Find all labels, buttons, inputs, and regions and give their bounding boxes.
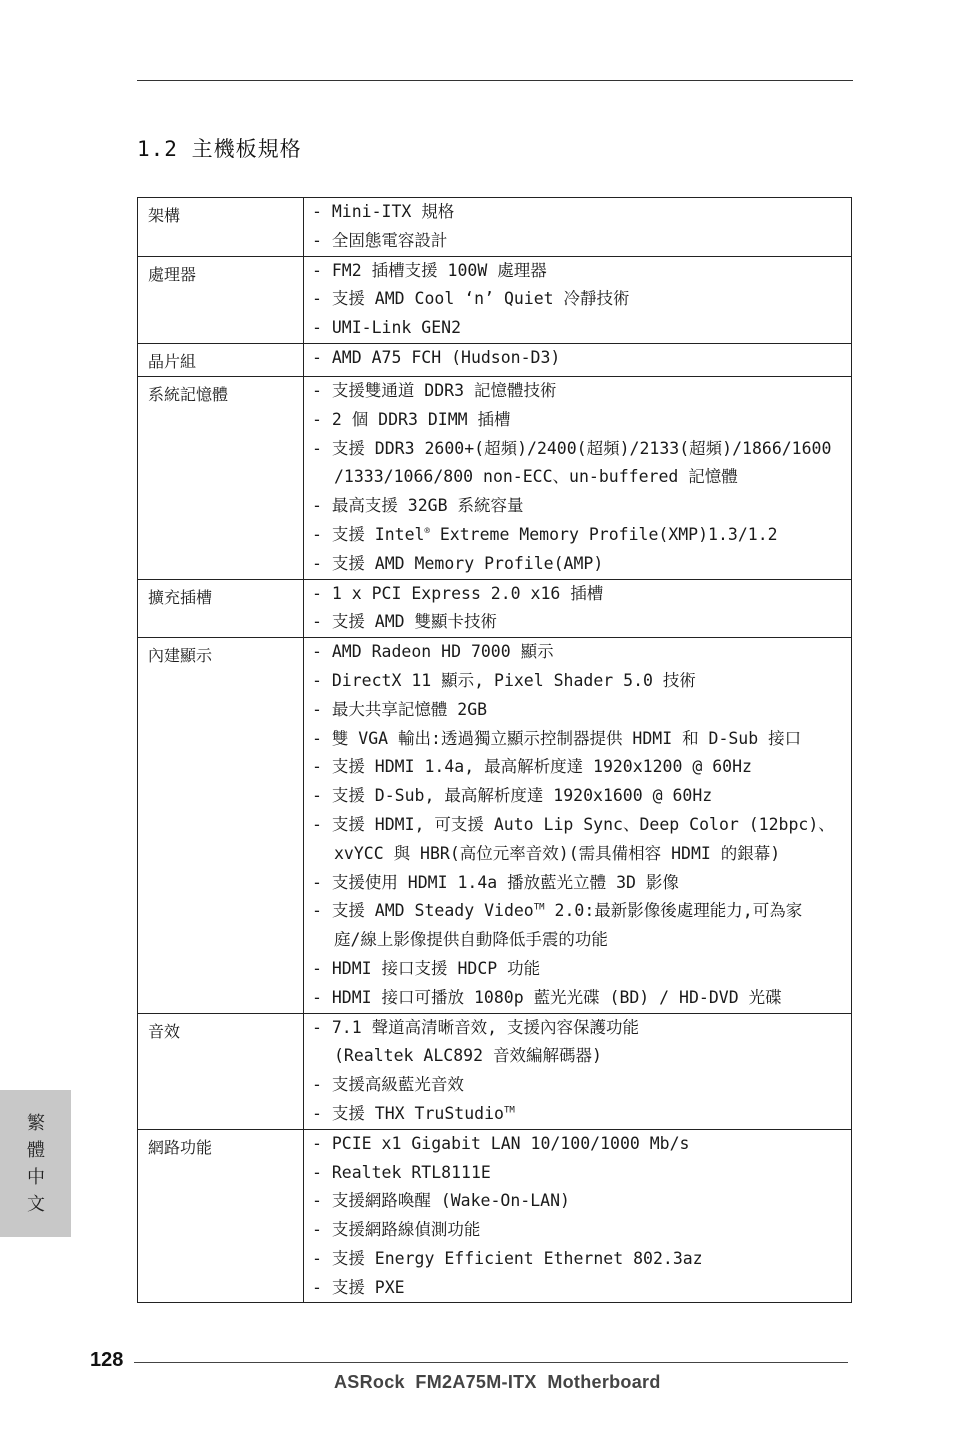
spec-value-text: - 支援 AMD 雙顯卡技術 — [312, 612, 498, 632]
spec-value-line — [312, 869, 851, 898]
spec-value-line — [312, 257, 851, 286]
spec-value-line — [312, 198, 851, 227]
spec-label: 網路功能 — [138, 1129, 304, 1303]
spec-table-body — [138, 198, 852, 1303]
spec-value-text: - 1 x PCI Express 2.0 x16 插槽 — [312, 583, 604, 603]
spec-row — [138, 638, 852, 1013]
language-side-tab-label: 繁體中文 — [27, 1113, 45, 1215]
spec-value-line — [312, 492, 851, 521]
spec-row — [138, 256, 852, 343]
spec-label: 擴充插槽 — [138, 579, 304, 638]
spec-value-line — [312, 1014, 851, 1043]
spec-value-line — [312, 725, 851, 754]
spec-value-text: - Mini-ITX 規格 — [312, 202, 455, 221]
spec-value — [304, 1013, 852, 1129]
spec-value-text: - 支援使用 HDMI 1.4a 播放藍光立體 3D 影像 — [312, 872, 679, 892]
spec-value-line — [312, 608, 851, 637]
spec-row — [138, 343, 852, 376]
spec-value-line — [312, 377, 851, 406]
footer-product-name: ASRock FM2A75M-ITX Motherboard — [334, 1372, 661, 1392]
spec-value-line — [312, 667, 851, 696]
spec-value-line — [312, 1130, 851, 1159]
spec-value-line — [312, 580, 851, 609]
bottom-rule — [134, 1362, 848, 1363]
spec-value-text: - 支援 HDMI 1.4a, 最高解析度達 1920x1200 @ 60Hz — [312, 757, 752, 777]
spec-value-line — [312, 897, 851, 926]
section-title: 1.2 主機板規格 — [137, 137, 302, 161]
spec-value-line — [312, 926, 851, 955]
trademark-mark: ® — [424, 526, 430, 537]
spec-value-text: xvYCC 與 HBR(高位元率音效)(需具備相容 HDMI 的銀幕) — [334, 843, 781, 863]
spec-value-text: - 雙 VGA 輸出:透過獨立顯示控制器提供 HDMI 和 D-Sub 接口 — [312, 728, 802, 748]
spec-value-line — [312, 1071, 851, 1100]
spec-value-text: - 支援 AMD Cool ‘n’ Quiet 冷靜技術 — [312, 289, 630, 309]
spec-value-text: - UMI-Link GEN2 — [312, 318, 462, 338]
spec-value-text: - 支援 DDR3 2600+(超頻)/2400(超頻)/2133(超頻)/1866/1600 — [312, 438, 832, 458]
spec-value-line — [312, 955, 851, 984]
spec-value-text: - 支援雙通道 DDR3 記憶體技術 — [312, 380, 557, 400]
spec-value-line — [312, 344, 851, 373]
spec-row — [138, 579, 852, 638]
spec-value-text: - 支援 PXE — [312, 1277, 405, 1297]
spec-label: 晶片組 — [138, 343, 304, 376]
spec-value-line — [312, 463, 851, 492]
spec-value-line — [312, 1100, 851, 1129]
spec-value-line — [312, 1216, 851, 1245]
spec-value-line — [312, 521, 851, 550]
page-number: 128 — [90, 1349, 124, 1371]
spec-value-line — [312, 1042, 851, 1071]
spec-table — [137, 197, 852, 1303]
spec-row — [138, 376, 852, 579]
spec-value-line — [312, 314, 851, 343]
spec-value-text: (Realtek ALC892 音效編解碼器) — [334, 1046, 602, 1066]
spec-value-text: - HDMI 接口可播放 1080p 藍光光碟 (BD) / HD-DVD 光碟 — [312, 987, 782, 1007]
spec-value-text: - FM2 插槽支援 100W 處理器 — [312, 260, 547, 280]
spec-value-line — [312, 811, 851, 840]
spec-value-text: 庭/線上影像提供自動降低手震的功能 — [334, 930, 608, 950]
spec-value-line — [312, 984, 851, 1013]
spec-label: 架構 — [138, 198, 304, 257]
spec-value-line — [312, 227, 851, 256]
spec-value — [304, 343, 852, 376]
trademark-mark: TM — [503, 1105, 515, 1116]
spec-value-text: - 支援 D-Sub, 最高解析度達 1920x1600 @ 60Hz — [312, 786, 713, 806]
spec-value-line — [312, 638, 851, 667]
spec-value-text: - 全固態電容設計 — [312, 230, 448, 250]
spec-value — [304, 638, 852, 1013]
spec-value-text: - 支援網路喚醒 (Wake-On-LAN) — [312, 1191, 570, 1211]
spec-value-line — [312, 1245, 851, 1274]
spec-value-text: - AMD Radeon HD 7000 顯示 — [312, 642, 554, 662]
spec-value-text: - 2 個 DDR3 DIMM 插槽 — [312, 409, 511, 429]
spec-value-text-after: 2.0:最新影像後處理能力,可為家 — [544, 901, 803, 921]
spec-value — [304, 256, 852, 343]
spec-value-line — [312, 285, 851, 314]
spec-value-line — [312, 840, 851, 869]
spec-value-line — [312, 435, 851, 464]
spec-label: 系統記憶體 — [138, 376, 304, 579]
spec-value-text: - HDMI 接口支援 HDCP 功能 — [312, 958, 541, 978]
spec-label: 音效 — [138, 1013, 304, 1129]
spec-value-text: - 支援 AMD Steady Video — [312, 901, 534, 921]
spec-value-text: /1333/1066/800 non-ECC、un-buffered 記憶體 — [334, 467, 738, 487]
spec-value-text: - 支援 AMD Memory Profile(AMP) — [312, 553, 604, 573]
spec-value-text: - 支援高級藍光音效 — [312, 1075, 464, 1095]
language-side-tab — [0, 1090, 71, 1237]
spec-label: 處理器 — [138, 256, 304, 343]
spec-value-text: - 支援 HDMI, 可支援 Auto Lip Sync、Deep Color (12bpc)、 — [312, 814, 835, 834]
spec-value-line — [312, 782, 851, 811]
spec-value-line — [312, 753, 851, 782]
spec-value-text: - 最高支援 32GB 系統容量 — [312, 496, 524, 516]
spec-value-text: - 支援 Intel — [312, 524, 425, 544]
spec-row — [138, 1013, 852, 1129]
spec-value-line — [312, 696, 851, 725]
spec-value-line — [312, 1159, 851, 1188]
spec-value-text: - Realtek RTL8111E — [312, 1162, 491, 1182]
spec-value-text: - 7.1 聲道高清晰音效, 支援內容保護功能 — [312, 1017, 639, 1037]
spec-value-text: - 支援 THX TruStudio — [312, 1103, 504, 1123]
spec-value-text: - 支援網路線偵測功能 — [312, 1220, 481, 1240]
spec-value — [304, 1129, 852, 1303]
spec-value — [304, 198, 852, 257]
spec-value-text: - PCIE x1 Gigabit LAN 10/100/1000 Mb/s — [312, 1133, 690, 1153]
spec-value-text: - 最大共享記憶體 2GB — [312, 699, 488, 719]
spec-value-text: - AMD A75 FCH (Hudson-D3) — [312, 347, 561, 367]
spec-value — [304, 376, 852, 579]
spec-value-text-after: Extreme Memory Profile(XMP)1.3/1.2 — [429, 524, 778, 544]
spec-value-line — [312, 406, 851, 435]
spec-row — [138, 1129, 852, 1303]
spec-row — [138, 198, 852, 257]
spec-value-text: - 支援 Energy Efficient Ethernet 802.3az — [312, 1248, 703, 1268]
trademark-mark: TM — [533, 902, 545, 913]
spec-value — [304, 579, 852, 638]
spec-value-line — [312, 1187, 851, 1216]
spec-value-line — [312, 1274, 851, 1303]
top-rule — [137, 80, 853, 81]
spec-value-line — [312, 550, 851, 579]
spec-value-text: - DirectX 11 顯示, Pixel Shader 5.0 技術 — [312, 670, 696, 690]
spec-label: 內建顯示 — [138, 638, 304, 1013]
